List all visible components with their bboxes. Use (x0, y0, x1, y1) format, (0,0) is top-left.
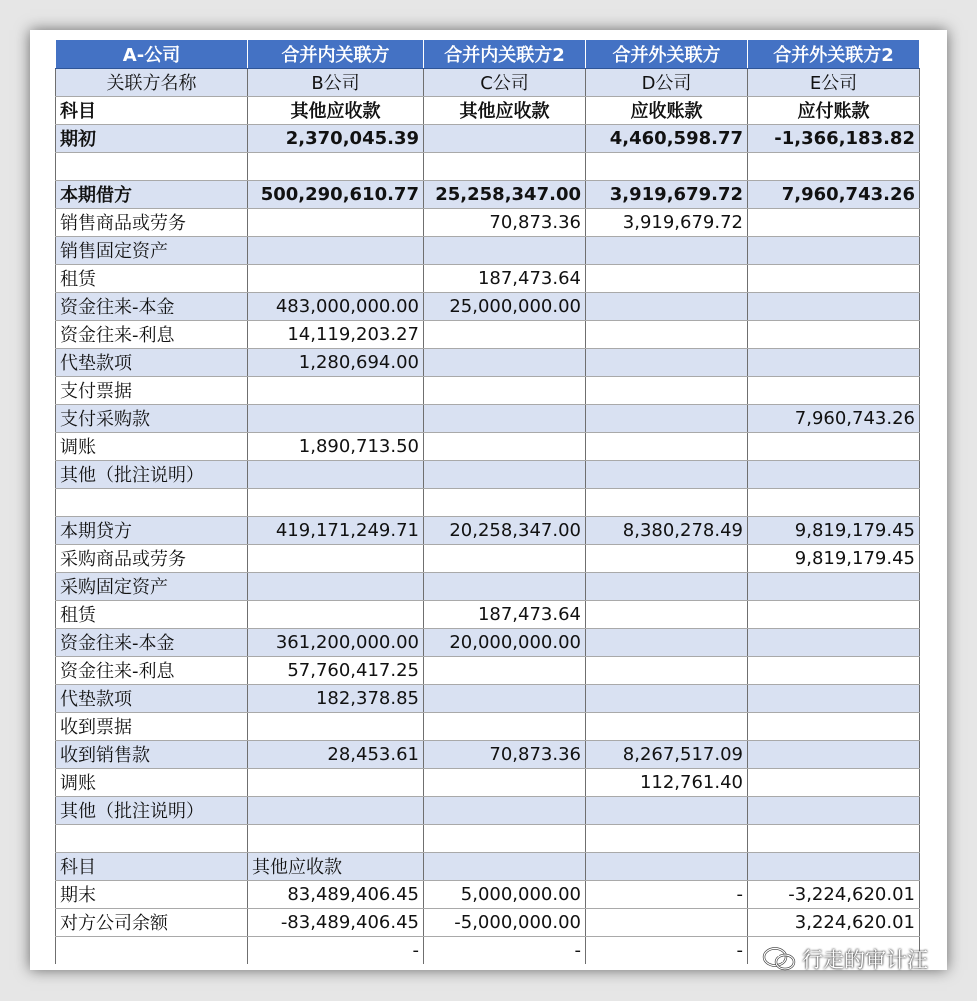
subject-cell: 其他应收款 (424, 96, 586, 124)
value-cell (424, 460, 586, 488)
value-cell (424, 320, 586, 348)
table-row (56, 516, 920, 544)
table-row (56, 824, 920, 852)
value-cell (424, 152, 586, 180)
row-label-cell: 收到销售款 (56, 740, 248, 768)
value-cell (586, 152, 748, 180)
row-label-cell: 采购固定资产 (56, 572, 248, 600)
row-label-cell: 资金往来-本金 (56, 628, 248, 656)
value-cell: 14,119,203.27 (248, 320, 424, 348)
value-cell (424, 488, 586, 516)
value-cell (248, 544, 424, 572)
row-label-cell: 收到票据 (56, 712, 248, 740)
value-cell (248, 600, 424, 628)
value-cell (586, 684, 748, 712)
table-row (56, 348, 920, 376)
subject-row (56, 96, 920, 124)
value-cell: 57,760,417.25 (248, 656, 424, 684)
value-cell (748, 376, 920, 404)
row-label-cell: 资金往来-利息 (56, 320, 248, 348)
header-cell: 合并外关联方2 (748, 40, 920, 68)
value-cell (748, 740, 920, 768)
row-label-cell: 采购商品或劳务 (56, 544, 248, 572)
table-row (56, 796, 920, 824)
value-cell (586, 376, 748, 404)
value-cell: - (586, 880, 748, 908)
value-cell: 4,460,598.77 (586, 124, 748, 152)
subject-cell: 应付账款 (748, 96, 920, 124)
wechat-icon (762, 947, 796, 971)
value-cell (748, 712, 920, 740)
value-cell: - (586, 936, 748, 964)
value-cell (424, 684, 586, 712)
value-cell: 7,960,743.26 (748, 404, 920, 432)
row-label-cell: 销售商品或劳务 (56, 208, 248, 236)
table-row (56, 712, 920, 740)
value-cell: 70,873.36 (424, 208, 586, 236)
value-cell (248, 404, 424, 432)
party-name-cell: B公司 (248, 68, 424, 96)
value-cell: 20,258,347.00 (424, 516, 586, 544)
value-cell (586, 488, 748, 516)
row-label-cell (56, 152, 248, 180)
value-cell (748, 208, 920, 236)
value-cell (248, 236, 424, 264)
value-cell (424, 432, 586, 460)
table-row (56, 740, 920, 768)
value-cell: 5,000,000.00 (424, 880, 586, 908)
value-cell (248, 572, 424, 600)
table-row (56, 180, 920, 208)
value-cell: 8,267,517.09 (586, 740, 748, 768)
header-cell: A-公司 (56, 40, 248, 68)
table-row (56, 208, 920, 236)
row-label-cell: 其他（批注说明） (56, 796, 248, 824)
value-cell: 3,919,679.72 (586, 208, 748, 236)
header-cell: 合并外关联方 (586, 40, 748, 68)
value-cell: - (248, 936, 424, 964)
value-cell: 8,380,278.49 (586, 516, 748, 544)
row-label-cell (56, 936, 248, 964)
value-cell (748, 432, 920, 460)
value-cell (748, 796, 920, 824)
value-cell (424, 376, 586, 404)
row-label-cell: 资金往来-利息 (56, 656, 248, 684)
table-row (56, 152, 920, 180)
value-cell (424, 656, 586, 684)
value-cell (748, 628, 920, 656)
table-row (56, 376, 920, 404)
value-cell (424, 852, 586, 880)
value-cell (586, 460, 748, 488)
value-cell: 3,919,679.72 (586, 180, 748, 208)
value-cell: -5,000,000.00 (424, 908, 586, 936)
header-cell: 合并内关联方 (248, 40, 424, 68)
value-cell: -1,366,183.82 (748, 124, 920, 152)
value-cell: 419,171,249.71 (248, 516, 424, 544)
value-cell (586, 432, 748, 460)
table-row (56, 600, 920, 628)
value-cell: 3,224,620.01 (748, 908, 920, 936)
row-label-cell: 资金往来-本金 (56, 292, 248, 320)
value-cell (748, 152, 920, 180)
value-cell (248, 152, 424, 180)
watermark-text: 行走的审计汪 (802, 948, 928, 972)
value-cell (424, 348, 586, 376)
value-cell (748, 656, 920, 684)
row-label-cell: 期末 (56, 880, 248, 908)
watermark (762, 944, 928, 974)
row-label-cell: 期初 (56, 124, 248, 152)
row-label-cell: 销售固定资产 (56, 236, 248, 264)
value-cell (586, 264, 748, 292)
row-label-cell: 支付票据 (56, 376, 248, 404)
header-cell: 合并内关联方2 (424, 40, 586, 68)
value-cell: 187,473.64 (424, 264, 586, 292)
spreadsheet-image (30, 30, 947, 970)
value-cell (586, 796, 748, 824)
row-label-cell: 对方公司余额 (56, 908, 248, 936)
row-label-cell: 支付采购款 (56, 404, 248, 432)
table-row (56, 908, 920, 936)
value-cell (586, 544, 748, 572)
value-cell: 25,000,000.00 (424, 292, 586, 320)
value-cell (748, 320, 920, 348)
value-cell (748, 292, 920, 320)
table-row (56, 656, 920, 684)
row-label-cell: 代垫款项 (56, 348, 248, 376)
value-cell (424, 796, 586, 824)
value-cell: 2,370,045.39 (248, 124, 424, 152)
value-cell: 182,378.85 (248, 684, 424, 712)
value-cell (748, 852, 920, 880)
table-row (56, 684, 920, 712)
value-cell (248, 488, 424, 516)
value-cell (748, 684, 920, 712)
value-cell (586, 628, 748, 656)
value-cell (586, 712, 748, 740)
value-cell (586, 908, 748, 936)
value-cell: 112,761.40 (586, 768, 748, 796)
value-cell (748, 264, 920, 292)
value-cell (248, 768, 424, 796)
value-cell: 483,000,000.00 (248, 292, 424, 320)
value-cell (248, 208, 424, 236)
table-row (56, 236, 920, 264)
value-cell (586, 572, 748, 600)
value-cell (748, 348, 920, 376)
value-cell: 1,280,694.00 (248, 348, 424, 376)
party-name-cell: E公司 (748, 68, 920, 96)
table-row (56, 320, 920, 348)
value-cell (424, 572, 586, 600)
value-cell (586, 656, 748, 684)
value-cell (748, 236, 920, 264)
row-label-cell: 调账 (56, 768, 248, 796)
value-cell (748, 824, 920, 852)
subject-cell: 科目 (56, 96, 248, 124)
table-row (56, 404, 920, 432)
table-row (56, 628, 920, 656)
value-cell (248, 796, 424, 824)
value-cell (424, 712, 586, 740)
value-cell (424, 824, 586, 852)
party-name-cell: 关联方名称 (56, 68, 248, 96)
value-cell: -3,224,620.01 (748, 880, 920, 908)
table-row (56, 432, 920, 460)
value-cell: 9,819,179.45 (748, 516, 920, 544)
value-cell: 28,453.61 (248, 740, 424, 768)
value-cell: 500,290,610.77 (248, 180, 424, 208)
row-label-cell: 本期借方 (56, 180, 248, 208)
subject-cell: 其他应收款 (248, 96, 424, 124)
value-cell (586, 320, 748, 348)
value-cell (586, 600, 748, 628)
value-cell: 187,473.64 (424, 600, 586, 628)
value-cell (748, 460, 920, 488)
value-cell (586, 292, 748, 320)
row-label-cell: 科目 (56, 852, 248, 880)
row-label-cell (56, 824, 248, 852)
value-cell (748, 572, 920, 600)
value-cell: 1,890,713.50 (248, 432, 424, 460)
subject-cell: 应收账款 (586, 96, 748, 124)
value-cell (424, 124, 586, 152)
party-name-row (56, 68, 920, 96)
value-cell (248, 712, 424, 740)
table-row (56, 488, 920, 516)
value-cell: 20,000,000.00 (424, 628, 586, 656)
table-row (56, 292, 920, 320)
row-label-cell: 其他（批注说明） (56, 460, 248, 488)
value-cell (248, 824, 424, 852)
value-cell (424, 544, 586, 572)
value-cell: 7,960,743.26 (748, 180, 920, 208)
table-row (56, 572, 920, 600)
party-name-cell: D公司 (586, 68, 748, 96)
value-cell: -83,489,406.45 (248, 908, 424, 936)
value-cell: 361,200,000.00 (248, 628, 424, 656)
row-label-cell: 调账 (56, 432, 248, 460)
related-party-table (55, 40, 920, 964)
value-cell: 9,819,179.45 (748, 544, 920, 572)
header-row (56, 40, 920, 68)
value-cell (586, 852, 748, 880)
value-cell: 其他应收款 (248, 852, 424, 880)
value-cell (424, 768, 586, 796)
value-cell: 25,258,347.00 (424, 180, 586, 208)
table-row (56, 768, 920, 796)
value-cell: 70,873.36 (424, 740, 586, 768)
value-cell (248, 376, 424, 404)
value-cell (424, 404, 586, 432)
value-cell (586, 824, 748, 852)
row-label-cell: 租赁 (56, 264, 248, 292)
value-cell (248, 460, 424, 488)
value-cell (748, 488, 920, 516)
table-row (56, 460, 920, 488)
value-cell (586, 404, 748, 432)
value-cell (248, 264, 424, 292)
value-cell (748, 600, 920, 628)
value-cell (424, 236, 586, 264)
value-cell: 83,489,406.45 (248, 880, 424, 908)
table-row (56, 124, 920, 152)
table-row (56, 264, 920, 292)
value-cell (586, 348, 748, 376)
party-name-cell: C公司 (424, 68, 586, 96)
row-label-cell: 本期贷方 (56, 516, 248, 544)
row-label-cell: 租赁 (56, 600, 248, 628)
table-row (56, 880, 920, 908)
value-cell (748, 768, 920, 796)
value-cell: - (424, 936, 586, 964)
row-label-cell: 代垫款项 (56, 684, 248, 712)
table-row (56, 544, 920, 572)
table-row (56, 852, 920, 880)
row-label-cell (56, 488, 248, 516)
value-cell (586, 236, 748, 264)
